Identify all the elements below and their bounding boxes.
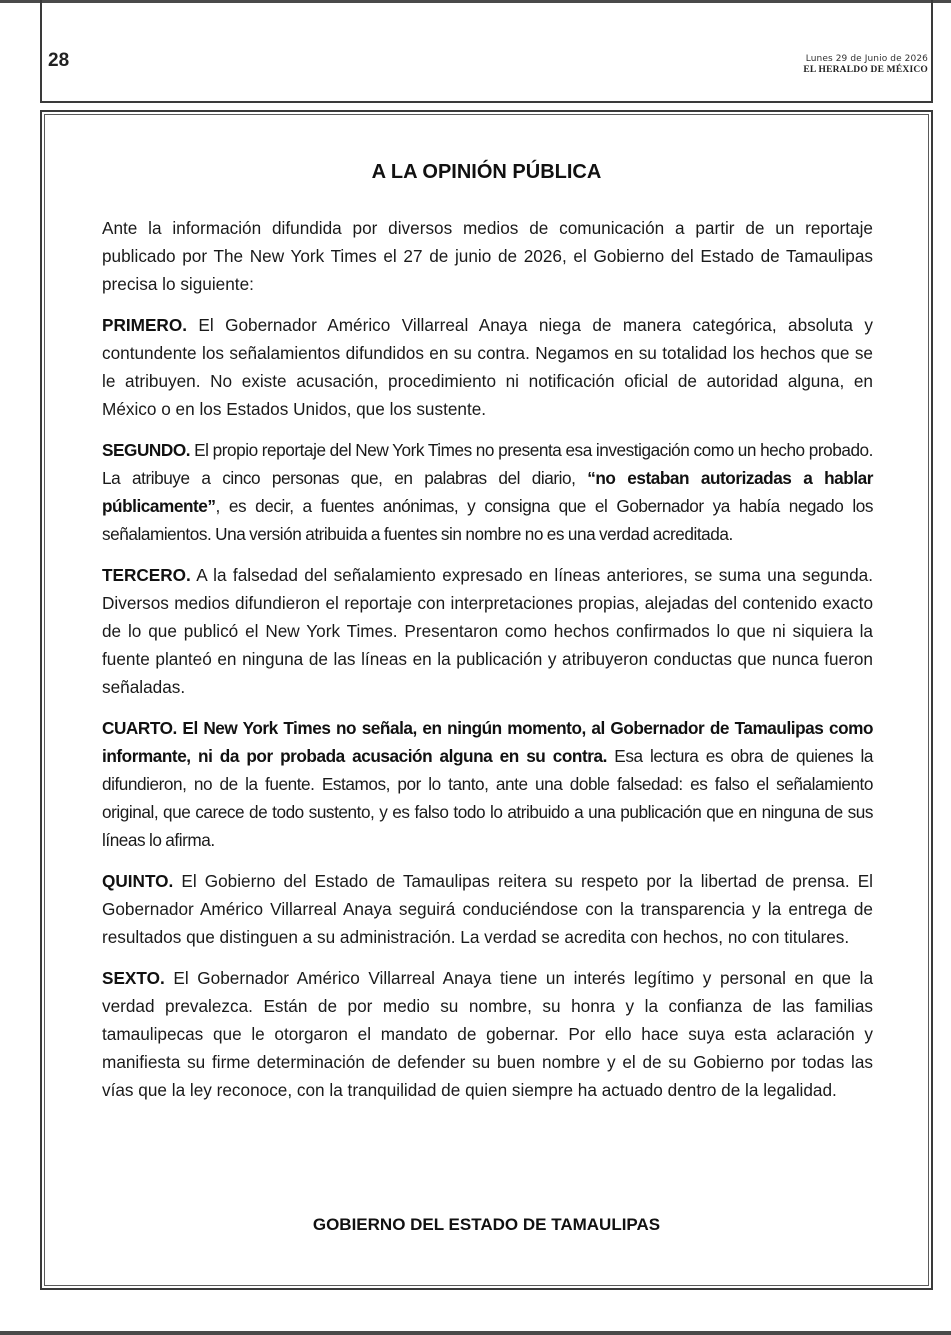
section-text: El Gobernador Américo Villarreal Anaya niega de manera categórica, absoluta y contundente los señalamientos difundidos en su contra. Negamos en su totalidad los hechos que se le atribuyen. No existe acusación, procedimiento ni notificación oficial de autoridad alguna, en México o en los Estados Unidos, que los sustente. bbox=[102, 315, 873, 419]
section-text: , es decir, a fuentes anónimas, y consigna que el Gobernador ya había negado los señalamientos. Una versión atribuida a fuentes sin nombre no es una verdad acreditada. bbox=[102, 496, 873, 544]
notice-title: A LA OPINIÓN PÚBLICA bbox=[371, 161, 602, 183]
notice-body bbox=[102, 214, 873, 1117]
section-primero bbox=[102, 311, 873, 423]
section-text: Esa lectura es obra de quienes la difundieron, no de la fuente. Estamos, por lo tanto, ante una doble falsedad: es falso el señalamiento original, que carece de todo sustento, y es falso todo lo atribuido a una publicación que en ninguna de sus líneas lo afirma. bbox=[102, 746, 873, 850]
signature: GOBIERNO DEL ESTADO DE TAMAULIPAS bbox=[312, 1215, 661, 1234]
section-label: QUINTO. bbox=[102, 871, 174, 891]
bottom-rule bbox=[0, 1331, 951, 1335]
section-sexto bbox=[102, 964, 873, 1104]
section-cuarto bbox=[102, 714, 873, 854]
section-label: CUARTO. bbox=[102, 718, 177, 738]
publication-date: Lunes 29 de Junio de 2026 bbox=[805, 54, 928, 64]
section-text: El Gobierno del Estado de Tamaulipas reitera su respeto por la libertad de prensa. El Gobernador Américo Villarreal Anaya seguirá conduciéndose con la transparencia y la entrega de resultados que distinguen a su administración. La verdad se acredita con hechos, no con titulares. bbox=[102, 871, 873, 947]
intro-paragraph: Ante la información difundida por diversos medios de comunicación a partir de un reportaje publicado por The New York Times el 27 de junio de 2026, el Gobierno del Estado de Tamaulipas precisa lo siguiente: bbox=[102, 218, 873, 294]
section-label: SEGUNDO. bbox=[102, 440, 191, 460]
section-label: TERCERO. bbox=[102, 565, 191, 585]
section-text: A la falsedad del señalamiento expresado en líneas anteriores, se suma una segunda. Diversos medios difundieron el reportaje con interpretaciones propias, alejadas del contenido exacto de lo que publicó el New York Times. Presentaron como hechos confirmados lo que ni siquiera la fuente planteó en ninguna de las líneas en la publicación y atribuyeron conductas que nunca fueron señaladas. bbox=[102, 565, 873, 697]
page-number: 28 bbox=[48, 50, 70, 71]
section-text: El Gobernador Américo Villarreal Anaya tiene un interés legítimo y personal en que la verdad prevalezca. Están de por medio su nombre, su honra y la confianza de las familias tamaulipecas que le otorgaron el mandato de gobernar. Por ello hace suya esta aclaración y manifiesta su firme determinación de defender su buen nombre y el de su Gobierno por todas las vías que la ley reconoce, con la tranquilidad de quien siempre ha actuado dentro de la legalidad. bbox=[102, 968, 873, 1100]
section-text: El propio reportaje del New York Times no presenta esa investigación como un hecho probado. La atribuye a cinco personas que, en palabras del diario, bbox=[102, 440, 873, 488]
section-quote: “no estaban autorizadas a hablar públicamente” bbox=[102, 468, 873, 516]
newspaper-name: EL HERALDO DE MÉXICO bbox=[803, 65, 928, 75]
section-segundo bbox=[102, 436, 873, 548]
section-bold-text: El New York Times no señala, en ningún momento, al Gobernador de Tamaulipas como informante, ni da por probada acusación alguna en su contra. bbox=[102, 718, 873, 766]
section-quinto bbox=[102, 867, 873, 951]
section-tercero bbox=[102, 561, 873, 701]
section-label: PRIMERO. bbox=[102, 315, 187, 335]
section-label: SEXTO. bbox=[102, 968, 165, 988]
newspaper-masthead bbox=[803, 54, 928, 75]
header-frame bbox=[40, 0, 933, 103]
